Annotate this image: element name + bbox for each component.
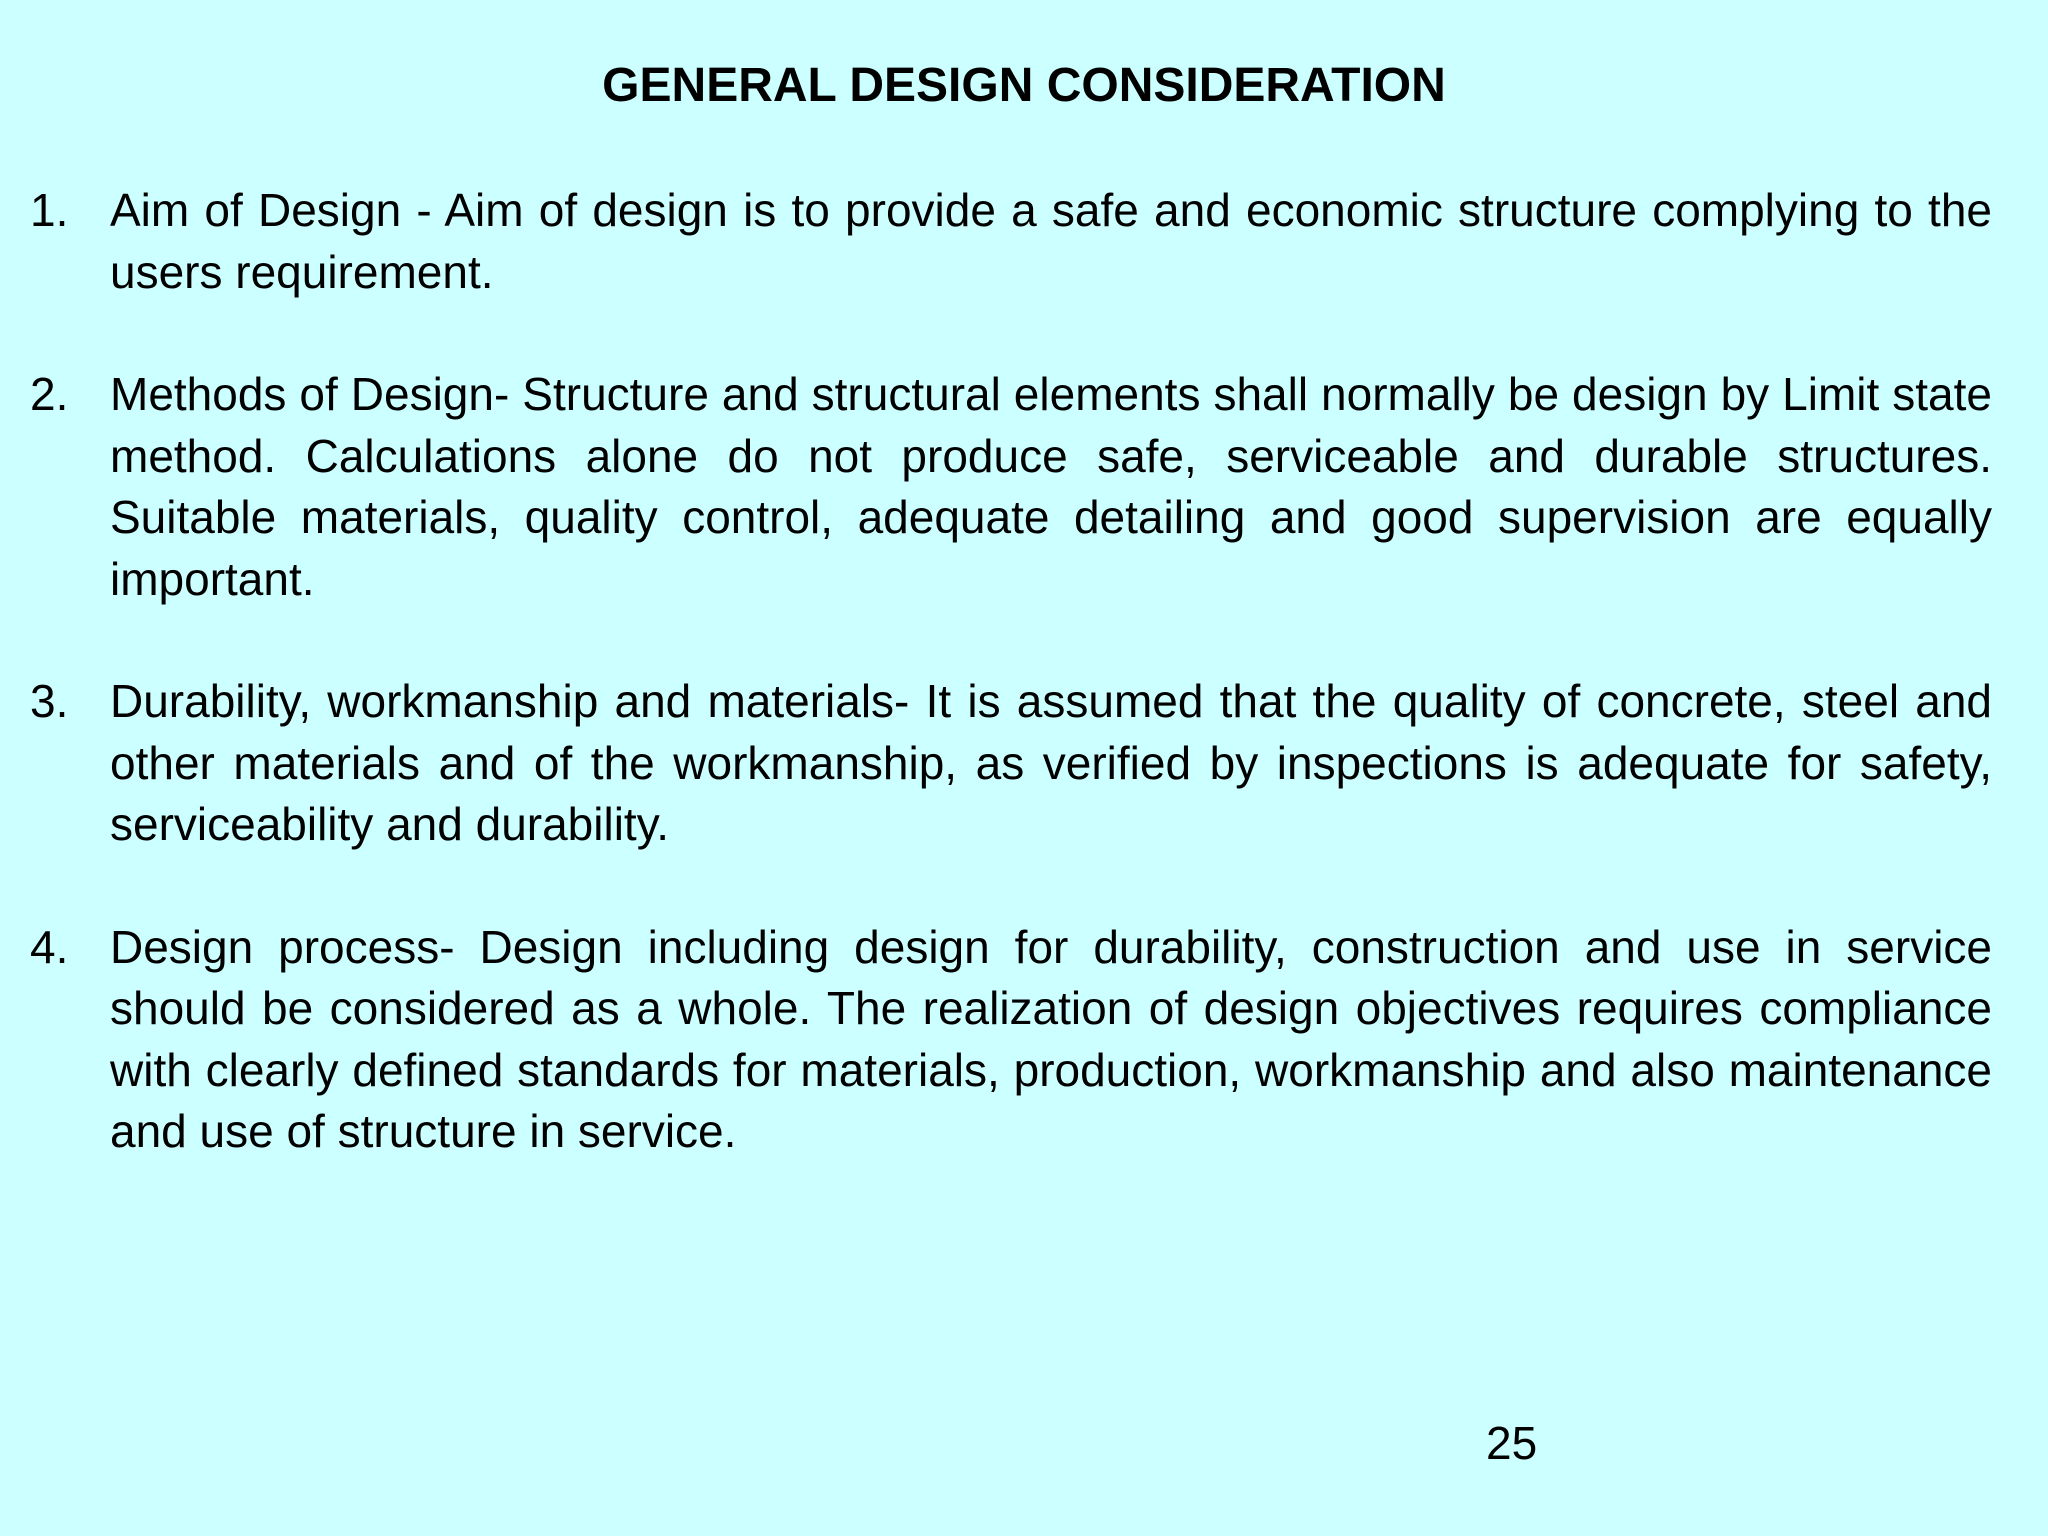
list-item: [30, 364, 1992, 610]
slide-title: GENERAL DESIGN CONSIDERATION: [602, 59, 1446, 112]
list-item-text: Aim of Design - Aim of design is to provide a safe and economic structure complying to the users requirement.: [110, 184, 1992, 298]
list-item-number: 2.: [30, 368, 69, 420]
list-item: [30, 671, 1992, 856]
list-item: [30, 917, 1992, 1163]
page-number: 25: [1486, 1417, 1538, 1469]
list-item: [30, 180, 1992, 303]
list-item-text: Methods of Design- Structure and structural elements shall normally be design by Limit state method. Calculations alone do not produce safe, serviceable and durable structures. Suitable materials, quality control, adequate detailing and good supervision are equally important.: [110, 368, 1992, 605]
list-item-text: Durability, workmanship and materials- It is assumed that the quality of concrete, steel and other materials and of the workmanship, as verified by inspections is adequate for safety, serviceability and durability.: [110, 675, 1992, 850]
consideration-list: [30, 180, 1992, 1224]
list-item-number: 1.: [30, 184, 69, 236]
list-item-number: 4.: [30, 920, 69, 973]
list-item-number: 3.: [30, 675, 69, 727]
list-item-text: Design process- Design including design for durability, construction and use in service should be considered as a whole. The realization of design objectives requires compliance with clearly defined standards for materials, production, workmanship and also maintenance and use of structure in service.: [110, 920, 1992, 1157]
